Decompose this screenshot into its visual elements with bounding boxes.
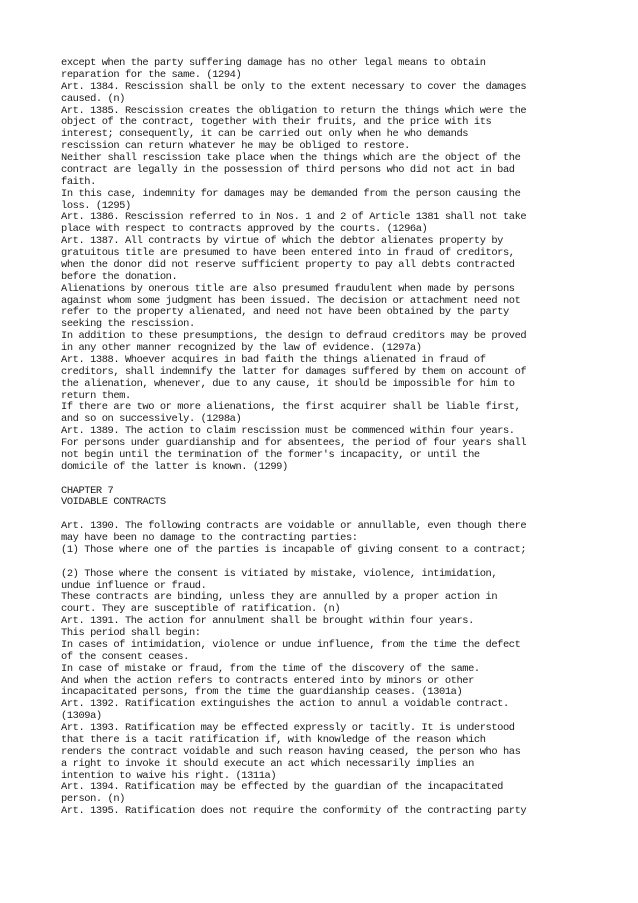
document-line: return them.	[61, 389, 131, 402]
document-line: Art. 1390. The following contracts are voidable or annullable, even though there	[61, 520, 527, 533]
document-line: the alienation, whenever, due to any cause, it should be impossible for him to	[61, 377, 515, 390]
document-line: and so on successively. (1298a)	[61, 413, 242, 426]
document-line: in any other manner recognized by the law of evidence. (1297a)	[61, 342, 422, 354]
document-body	[61, 58, 581, 818]
document-line: interest; consequently, it can be carried out only when he who demands	[61, 128, 469, 141]
document-line: (2) Those where the consent is vitiated by mistake, violence, intimidation,	[61, 567, 498, 580]
document-line: Art. 1393. Ratification may be effected expressly or tacitly. It is understood	[61, 722, 515, 734]
document-line: Art. 1388. Whoever acquires in bad faith the things alienated in fraud of	[61, 353, 486, 366]
document-line: VOIDABLE CONTRACTS	[61, 496, 166, 509]
document-line: Art. 1394. Ratification may be effected by the guardian of the incapacitated	[61, 781, 503, 794]
document-line: before the donation.	[61, 270, 178, 283]
document-line: except when the party suffering damage has no other legal means to obtain	[61, 57, 486, 69]
document-line: caused. (n)	[61, 92, 125, 105]
document-line: renders the contract voidable and such reason having ceased, the person who has	[61, 745, 521, 758]
document-line: that there is a tacit ratification if, with knowledge of the reason which	[61, 733, 486, 746]
document-line: If there are two or more alienations, the first acquirer shall be liable first,	[61, 401, 521, 414]
document-line: rescission can return whatever he may be obliged to restore.	[61, 140, 410, 153]
document-line: Art. 1385. Rescission creates the obligation to return the things which were the	[61, 104, 527, 117]
document-line: Neither shall rescission take place when the things which are the object of the	[61, 152, 521, 164]
document-line: In addition to these presumptions, the design to defraud creditors may be proved	[61, 330, 527, 343]
document-line: loss. (1295)	[61, 199, 131, 212]
document-line	[61, 557, 581, 569]
document-line: And when the action refers to contracts entered into by minors or other	[61, 674, 474, 687]
document-line: Art. 1391. The action for annulment shall be brought within four years.	[61, 615, 474, 628]
document-line: a right to invoke it should execute an act which necessarily implies an	[61, 757, 474, 770]
document-line: place with respect to contracts approved by the courts. (1296a)	[61, 223, 428, 236]
document-line: Art. 1386. Rescission referred to in Nos. 1 and 2 of Article 1381 shall not take	[61, 211, 527, 224]
document-line: These contracts are binding, unless they are annulled by a proper action in	[61, 591, 498, 604]
document-line: This period shall begin:	[61, 627, 201, 639]
document-line: For persons under guardianship and for absentees, the period of four years shall	[61, 437, 527, 449]
document-line: intention to waive his right. (1311a)	[61, 769, 277, 782]
document-line: Art. 1387. All contracts by virtue of which the debtor alienates property by	[61, 235, 503, 248]
document-line: against whom some judgment has been issued. The decision or attachment need not	[61, 294, 521, 307]
document-line: undue influence or fraud.	[61, 579, 207, 592]
document-line: Art. 1389. The action to claim rescission must be commenced within four years.	[61, 425, 515, 438]
document-line: (1) Those where one of the parties is incapable of giving consent to a contract;	[61, 543, 527, 556]
document-line: gratuitous title are presumed to have been entered into in fraud of creditors,	[61, 247, 515, 259]
document-line: Art. 1392. Ratification extinguishes the action to annul a voidable contract.	[61, 698, 509, 711]
document-line: In cases of intimidation, violence or undue influence, from the time the defect	[61, 638, 521, 651]
document-line: reparation for the same. (1294)	[61, 68, 242, 81]
document-line: when the donor did not reserve sufficient property to pay all debts contracted	[61, 258, 515, 271]
document-line: seeking the rescission.	[61, 318, 195, 331]
document-line: may have been no damage to the contracting parties:	[61, 532, 358, 544]
document-line: refer to the property alienated, and need not have been obtained by the party	[61, 306, 509, 319]
document-line: incapacitated persons, from the time the guardianship ceases. (1301a)	[61, 686, 463, 699]
document-line: creditors, shall indemnify the latter for damages suffered by them on account of	[61, 365, 527, 378]
document-line: domicile of the latter is known. (1299)	[61, 460, 288, 473]
document-line: Alienations by onerous title are also presumed fraudulent when made by persons	[61, 282, 515, 295]
document-line: of the consent ceases.	[61, 650, 189, 663]
document-line: faith.	[61, 175, 96, 188]
document-line: person. (n)	[61, 793, 125, 806]
document-line	[61, 474, 581, 486]
document-line: CHAPTER 7	[61, 484, 114, 497]
document-line: (1309a)	[61, 710, 102, 723]
document-line: court. They are susceptible of ratification. (n)	[61, 603, 341, 616]
document-line: In case of mistake or fraud, from the time of the discovery of the same.	[61, 662, 480, 675]
document-line: In this case, indemnity for damages may be demanded from the person causing the	[61, 187, 521, 200]
document-line: Art. 1384. Rescission shall be only to the extent necessary to cover the damages	[61, 80, 527, 93]
document-line: object of the contract, together with their fruits, and the price with its	[61, 116, 492, 129]
document-line: not begin until the termination of the former's incapacity, or until the	[61, 448, 480, 461]
document-line: contract are legally in the possession of third persons who did not act in bad	[61, 163, 515, 176]
document-line: Art. 1395. Ratification does not require the conformity of the contracting party	[61, 805, 527, 818]
